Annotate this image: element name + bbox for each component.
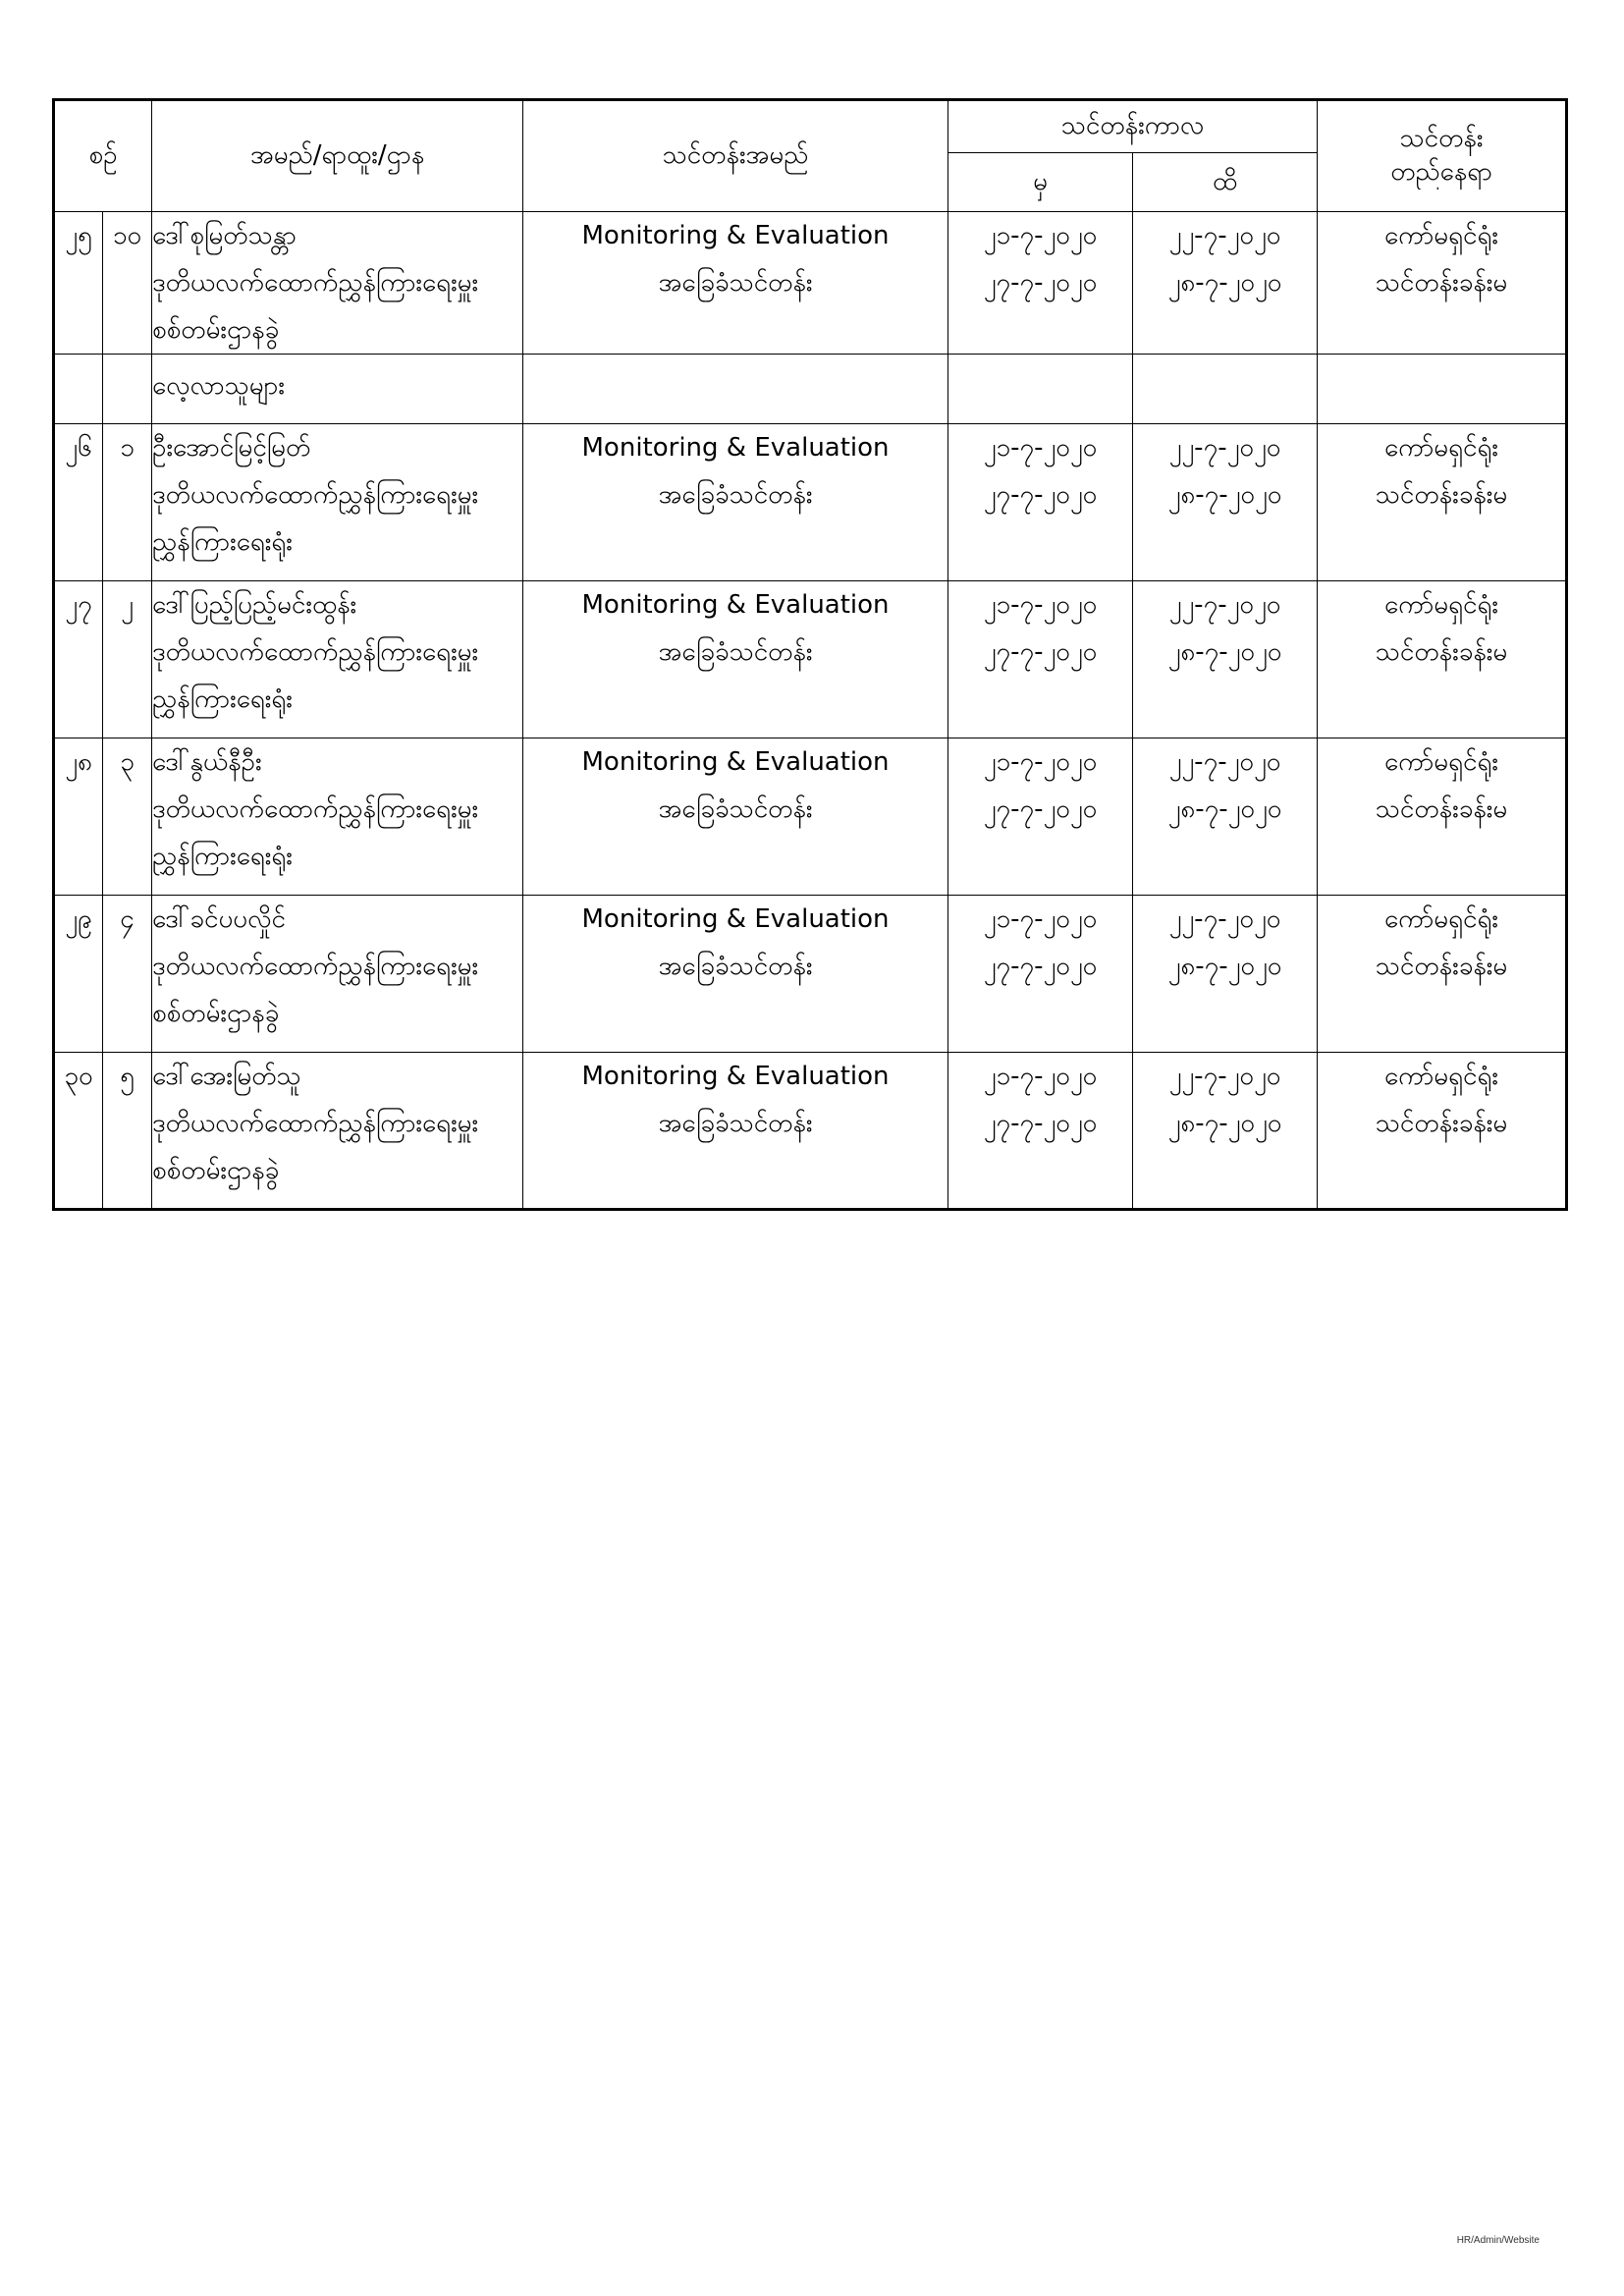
course-line: Monitoring & Evaluation <box>581 747 890 777</box>
to-date: ၂၈-၇-၂၀၂၀ <box>1167 1109 1282 1138</box>
from-date: ၂၇-၇-၂၀၂၀ <box>983 268 1098 298</box>
venue-line: ကော်မရှင်ရုံး <box>1384 433 1498 463</box>
venue-line: သင်တန်းခန်းမ <box>1375 794 1508 824</box>
from-date: ၂၇-၇-၂၀၂၀ <box>983 480 1098 510</box>
header-venue-line2: တည်နေရာ <box>1390 157 1492 187</box>
course-line: Monitoring & Evaluation <box>581 590 890 620</box>
name-rank-dept-cell <box>152 738 523 896</box>
to-date-cell <box>1133 424 1318 581</box>
name-line: စစ်တမ်းဌာနခွဲ <box>152 999 280 1028</box>
course-cell <box>523 738 948 896</box>
venue-line: သင်တန်းခန်းမ <box>1375 952 1508 981</box>
to-date: ၂၂-၇-၂၀၂၀ <box>1168 221 1281 250</box>
header-serial: စဉ် <box>54 100 152 212</box>
empty-cell <box>54 355 103 424</box>
serial-number: ၂၉ <box>54 896 103 1053</box>
name-rank-dept-cell <box>152 212 523 355</box>
from-date-cell <box>948 738 1133 896</box>
table-row <box>54 738 1567 896</box>
name-line: ဒုတိယလက်ထောက်ညွှန်ကြားရေးမှူး <box>152 952 479 981</box>
to-date-cell <box>1133 1053 1318 1210</box>
sub-number: ၁ <box>103 424 152 581</box>
name-line: ဒေါ်နွယ်နီဦး <box>152 747 262 777</box>
name-line: ဒေါ်ခင်ပပလှိုင် <box>152 904 286 934</box>
empty-cell <box>103 355 152 424</box>
sub-number: ၃ <box>103 738 152 896</box>
name-line: ဦးအောင်မြင့်မြတ် <box>152 433 311 463</box>
from-date: ၂၁-၇-၂၀၂၀ <box>983 1062 1098 1091</box>
course-line: အခြေခံသင်တန်း <box>658 268 813 298</box>
training-roster-table <box>52 98 1568 1211</box>
course-line: အခြေခံသင်တန်း <box>658 952 813 981</box>
from-date: ၂၇-၇-၂၀၂၀ <box>983 637 1098 667</box>
venue-line: သင်တန်းခန်းမ <box>1375 637 1508 667</box>
name-line: ညွှန်ကြားရေးရုံး <box>152 527 293 557</box>
course-cell <box>523 424 948 581</box>
from-date: ၂၁-၇-၂၀၂၀ <box>983 747 1098 777</box>
to-date: ၂၈-၇-၂၀၂၀ <box>1167 480 1282 510</box>
course-cell <box>523 581 948 738</box>
from-date: ၂၇-၇-၂၀၂၀ <box>983 1109 1098 1138</box>
from-date-cell <box>948 212 1133 355</box>
course-cell <box>523 212 948 355</box>
sub-number: ၅ <box>103 1053 152 1210</box>
venue-cell <box>1318 212 1567 355</box>
to-date-cell <box>1133 212 1318 355</box>
from-date: ၂၁-၇-၂၀၂၀ <box>983 433 1098 463</box>
group-heading-row <box>54 355 1567 424</box>
header-course-name: သင်တန်းအမည် <box>523 100 948 212</box>
from-date: ၂၁-၇-၂၀၂၀ <box>983 904 1098 934</box>
name-rank-dept-cell <box>152 1053 523 1210</box>
venue-line: သင်တန်းခန်းမ <box>1375 480 1508 510</box>
name-line: ဒေါ်ပြည့်ပြည့်မင်းထွန်း <box>152 590 357 620</box>
course-line: Monitoring & Evaluation <box>581 221 890 250</box>
to-date-cell <box>1133 896 1318 1053</box>
header-name-rank-dept: အမည်/ရာထူး/ဌာန <box>152 100 523 212</box>
to-date: ၂၂-၇-၂၀၂၀ <box>1168 1062 1281 1091</box>
name-line: ဒုတိယလက်ထောက်ညွှန်ကြားရေးမှူး <box>152 637 479 667</box>
empty-cell <box>1133 355 1318 424</box>
to-date: ၂၂-၇-၂၀၂၀ <box>1168 747 1281 777</box>
to-date: ၂၂-၇-၂၀၂၀ <box>1168 904 1281 934</box>
serial-number: ၃၀ <box>54 1053 103 1210</box>
from-date-cell <box>948 424 1133 581</box>
header-venue-line1: သင်တန်း <box>1399 124 1484 154</box>
name-line: ဒေါ်စုမြတ်သန္တာ <box>152 221 297 250</box>
serial-number: ၂၈ <box>54 738 103 896</box>
to-date-cell <box>1133 581 1318 738</box>
to-date: ၂၈-၇-၂၀၂၀ <box>1167 637 1282 667</box>
to-date: ၂၂-၇-၂၀၂၀ <box>1168 433 1281 463</box>
to-date: ၂၈-၇-၂၀၂၀ <box>1167 952 1282 981</box>
venue-line: ကော်မရှင်ရုံး <box>1384 747 1498 777</box>
from-date: ၂၁-၇-၂၀၂၀ <box>983 590 1098 620</box>
to-date: ၂၈-၇-၂၀၂၀ <box>1167 794 1282 824</box>
name-line: ညွှန်ကြားရေးရုံး <box>152 684 293 714</box>
table-row <box>54 1053 1567 1210</box>
venue-line: ကော်မရှင်ရုံး <box>1384 904 1498 934</box>
sub-number: ၂ <box>103 581 152 738</box>
serial-number: ၂၇ <box>54 581 103 738</box>
venue-cell <box>1318 738 1567 896</box>
sub-number: ၄ <box>103 896 152 1053</box>
course-line: အခြေခံသင်တန်း <box>658 480 813 510</box>
name-rank-dept-cell <box>152 581 523 738</box>
table-row <box>54 581 1567 738</box>
venue-line: ကော်မရှင်ရုံး <box>1384 1062 1498 1091</box>
footer-reference: HR/Admin/Website <box>1456 2235 1540 2246</box>
from-date: ၂၁-၇-၂၀၂၀ <box>983 221 1098 250</box>
name-line: ဒုတိယလက်ထောက်ညွှန်ကြားရေးမှူး <box>152 794 479 824</box>
empty-cell <box>523 355 948 424</box>
venue-line: ကော်မရှင်ရုံး <box>1384 590 1498 620</box>
to-date: ၂၂-၇-၂၀၂၀ <box>1168 590 1281 620</box>
header-from: မှ <box>948 153 1133 212</box>
sub-number: ၁၀ <box>103 212 152 355</box>
header-venue <box>1318 100 1567 212</box>
name-line: ညွှန်ကြားရေးရုံး <box>152 842 293 871</box>
table-row <box>54 896 1567 1053</box>
roster-body <box>54 212 1567 1210</box>
venue-cell <box>1318 424 1567 581</box>
header-to: ထိ <box>1133 153 1318 212</box>
serial-number: ၂၅ <box>54 212 103 355</box>
name-line: စစ်တမ်းဌာနခွဲ <box>152 315 280 345</box>
name-line: ဒုတိယလက်ထောက်ညွှန်ကြားရေးမှူး <box>152 268 479 298</box>
course-line: အခြေခံသင်တန်း <box>658 637 813 667</box>
table-row <box>54 212 1567 355</box>
from-date: ၂၇-၇-၂၀၂၀ <box>983 794 1098 824</box>
name-line: ဒုတိယလက်ထောက်ညွှန်ကြားရေးမှူး <box>152 1109 479 1138</box>
header-duration: သင်တန်းကာလ <box>948 100 1318 153</box>
course-line: အခြေခံသင်တန်း <box>658 1109 813 1138</box>
course-line: အခြေခံသင်တန်း <box>658 794 813 824</box>
from-date: ၂၇-၇-၂၀၂၀ <box>983 952 1098 981</box>
empty-cell <box>1318 355 1567 424</box>
to-date-cell <box>1133 738 1318 896</box>
venue-cell <box>1318 581 1567 738</box>
name-rank-dept-cell <box>152 896 523 1053</box>
venue-line: သင်တန်းခန်းမ <box>1375 268 1508 298</box>
from-date-cell <box>948 896 1133 1053</box>
from-date-cell <box>948 1053 1133 1210</box>
name-line: စစ်တမ်းဌာနခွဲ <box>152 1156 280 1185</box>
course-line: Monitoring & Evaluation <box>581 904 890 934</box>
course-cell <box>523 1053 948 1210</box>
name-line: ဒုတိယလက်ထောက်ညွှန်ကြားရေးမှူး <box>152 480 479 510</box>
empty-cell <box>948 355 1133 424</box>
course-line: Monitoring & Evaluation <box>581 1062 890 1091</box>
name-rank-dept-cell <box>152 424 523 581</box>
venue-cell <box>1318 1053 1567 1210</box>
venue-line: သင်တန်းခန်းမ <box>1375 1109 1508 1138</box>
serial-number: ၂၆ <box>54 424 103 581</box>
to-date: ၂၈-၇-၂၀၂၀ <box>1167 268 1282 298</box>
course-cell <box>523 896 948 1053</box>
table-row <box>54 424 1567 581</box>
venue-cell <box>1318 896 1567 1053</box>
from-date-cell <box>948 581 1133 738</box>
group-heading: လေ့လာသူများ <box>152 355 523 424</box>
venue-line: ကော်မရှင်ရုံး <box>1384 221 1498 250</box>
name-line: ဒေါ်အေးမြတ်သူ <box>152 1062 301 1091</box>
course-line: Monitoring & Evaluation <box>581 433 890 463</box>
